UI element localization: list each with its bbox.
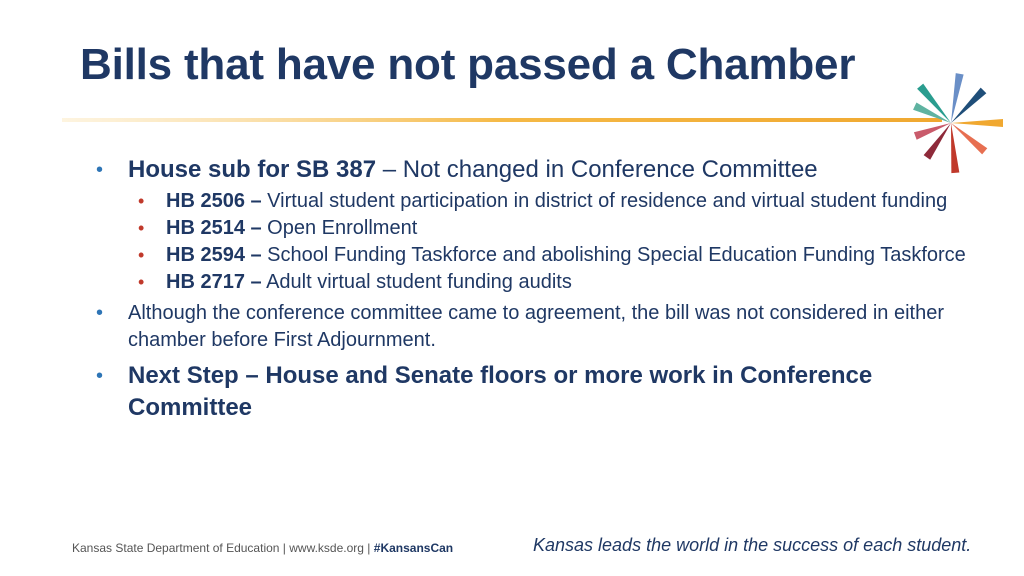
sub-bill-description: School Funding Taskforce and abolishing Special Education Funding Taskforce [261,244,966,266]
sub-bullet-item [96,215,996,242]
sub-bullet-list [96,188,996,296]
footer-website-link[interactable]: www.ksde.org [289,541,364,555]
title-divider [62,117,942,123]
sub-bullet-item [96,269,996,296]
next-step-text: Next Step – House and Senate floors or more work in Conference Committee [128,362,873,421]
sub-bullet-marker: • [138,218,145,238]
bullet-marker: • [96,302,104,324]
sub-bill-number: HB 2506 – [166,190,262,212]
footer-org: Kansas State Department of Education [72,541,280,555]
sub-bullet-item [96,188,996,215]
bullet-item-conference-note [96,300,996,354]
bill-name: House sub for SB 387 [128,156,377,183]
sub-bullet-marker: • [138,272,145,292]
sub-bullet-marker: • [138,191,145,211]
bullet-marker: • [96,159,104,181]
bullet-item-house-sub-sb-387 [96,156,996,184]
bill-note: – Not changed in Conference Committee [376,156,818,183]
sub-bill-number: HB 2717 – [166,271,262,293]
footer-separator: | [279,541,290,555]
sub-bill-number: HB 2594 – [166,244,262,266]
footer-hashtag: #KansansCan [373,541,454,555]
sub-bill-description: Open Enrollment [261,217,418,239]
sub-bill-number: HB 2514 – [166,217,262,239]
sub-bill-description: Adult virtual student funding audits [261,271,572,293]
sub-bullet-marker: • [138,245,145,265]
footer-separator: | [363,541,374,555]
sub-bill-description: Virtual student participation in district of residence and virtual student funding [261,190,948,212]
slide-title: Bills that have not passed a Chamber [80,40,856,89]
footer-attribution [72,541,453,555]
bullet-item-next-step [96,360,996,424]
footer-tagline: Kansas leads the world in the success of each student. [533,535,972,555]
conference-note-text: Although the conference committee came to agreement, the bill was not considered in either chamber before First Adjournment. [128,302,945,351]
sub-bullet-item [96,242,996,269]
bullet-content [96,156,996,424]
bullet-marker: • [96,365,104,387]
